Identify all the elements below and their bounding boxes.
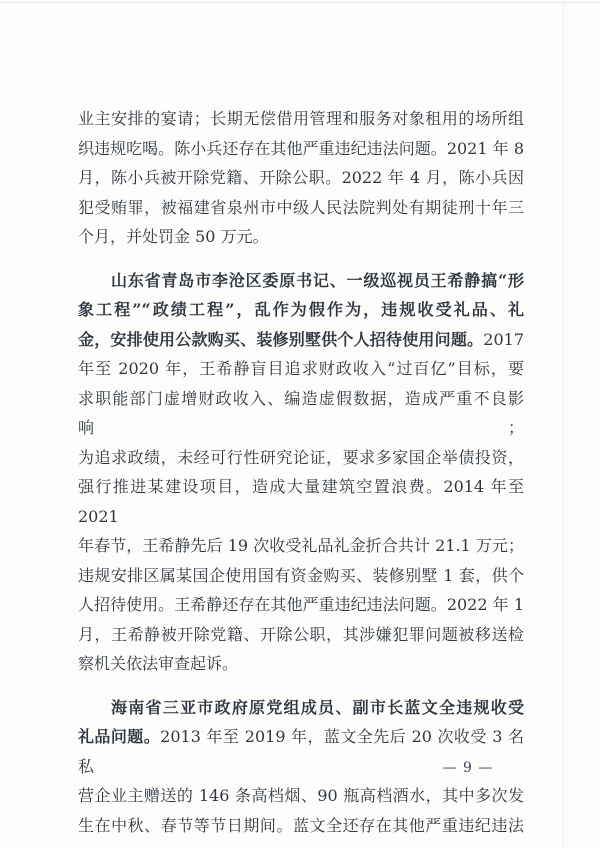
scan-edge-artifact-top xyxy=(0,2,600,3)
text-line xyxy=(78,472,524,531)
page-number: — 9 — xyxy=(442,760,494,776)
text-segment: 违规安排区属某国企使用国有资金购买、装修别墅 1 套，供个 xyxy=(78,565,524,585)
text-line xyxy=(78,781,524,811)
text-segment: 年至 2020 年，王希静盲目追求财政收入“过百亿”目标，要 xyxy=(78,359,524,378)
text-segment: 生在中秋、春节等节日期间。蓝文全还存在其他严重违纪违法 xyxy=(78,815,524,835)
text-segment: 月，陈小兵被开除党籍、开除公职。2022 年 4 月，陈小兵因 xyxy=(78,168,524,187)
text-segment: 年春节，王希静先后 19 次收受礼品礼金折合共计 21.1 万元； xyxy=(78,536,524,555)
text-line xyxy=(78,384,524,443)
text-segment: 营企业主赠送的 146 条高档烟、90 瓶高档酒水，其中多次发 xyxy=(78,786,524,805)
text-line xyxy=(78,811,524,841)
text-segment: 人招待使用。王希静还存在其他严重违纪违法问题。2022 年 1 xyxy=(78,595,524,614)
text-segment: 求职能部门虚增财政收入、编造虚假数据，造成严重不良影响； xyxy=(78,388,524,437)
text-line xyxy=(78,163,524,193)
paragraph xyxy=(78,104,524,252)
text-segment: 察机关依法审查起诉。 xyxy=(78,654,239,673)
text-segment: 业主安排的宴请；长期无偿借用管理和服务对象租用的场所组 xyxy=(78,109,524,128)
document-body xyxy=(78,104,524,840)
text-line xyxy=(78,354,524,384)
text-line xyxy=(78,134,524,164)
scan-edge-artifact-vertical xyxy=(563,0,564,848)
text-line xyxy=(78,531,524,561)
text-line xyxy=(78,443,524,473)
bold-text-segment: 海南省三亚市政府原党组成员、副市长蓝文全违规收受 xyxy=(111,697,524,717)
text-segment: 为追求政绩，未经可行性研究论证，要求多家国企举债投资， xyxy=(78,447,524,467)
text-line xyxy=(78,222,524,252)
text-line xyxy=(78,193,524,223)
bold-text-segment: 礼品问题。 xyxy=(78,727,161,746)
text-segment: 个月，并处罚金 50 万元。 xyxy=(78,227,269,246)
text-segment: 月，王希静被开除党籍、开除公职，其涉嫌犯罪问题被移送检 xyxy=(78,624,524,644)
text-segment: 犯受贿罪，被福建省泉州市中级人民法院判处有期徒刑十年三 xyxy=(78,197,524,217)
text-segment: 强行推进某建设项目，造成大量建筑空置浪费。2014 年至 2021 xyxy=(78,477,524,526)
text-line xyxy=(78,693,524,723)
bold-text-segment: 金，安排使用公款购买、装修别墅供个人招待使用问题。 xyxy=(78,329,484,349)
text-segment: 织违规吃喝。陈小兵还存在其他严重违纪违法问题。2021 年 8 xyxy=(78,138,524,158)
bold-text-segment: 象工程”“政绩工程”，乱作为假作为，违规收受礼品、礼 xyxy=(78,300,524,319)
text-segment: 2017 xyxy=(483,329,524,349)
text-segment: 2013 年至 2019 年，蓝文全先后 20 次收受 3 名私 xyxy=(78,727,524,776)
text-line xyxy=(78,561,524,591)
bold-text-segment: 山东省青岛市李沧区委原书记、一级巡视员王希静搞“形 xyxy=(111,270,524,290)
paragraph xyxy=(78,266,524,679)
text-line xyxy=(78,590,524,620)
text-line xyxy=(78,295,524,325)
text-line xyxy=(78,325,524,355)
text-line xyxy=(78,620,524,650)
text-line xyxy=(78,266,524,296)
text-line xyxy=(78,649,524,679)
text-line xyxy=(78,104,524,134)
